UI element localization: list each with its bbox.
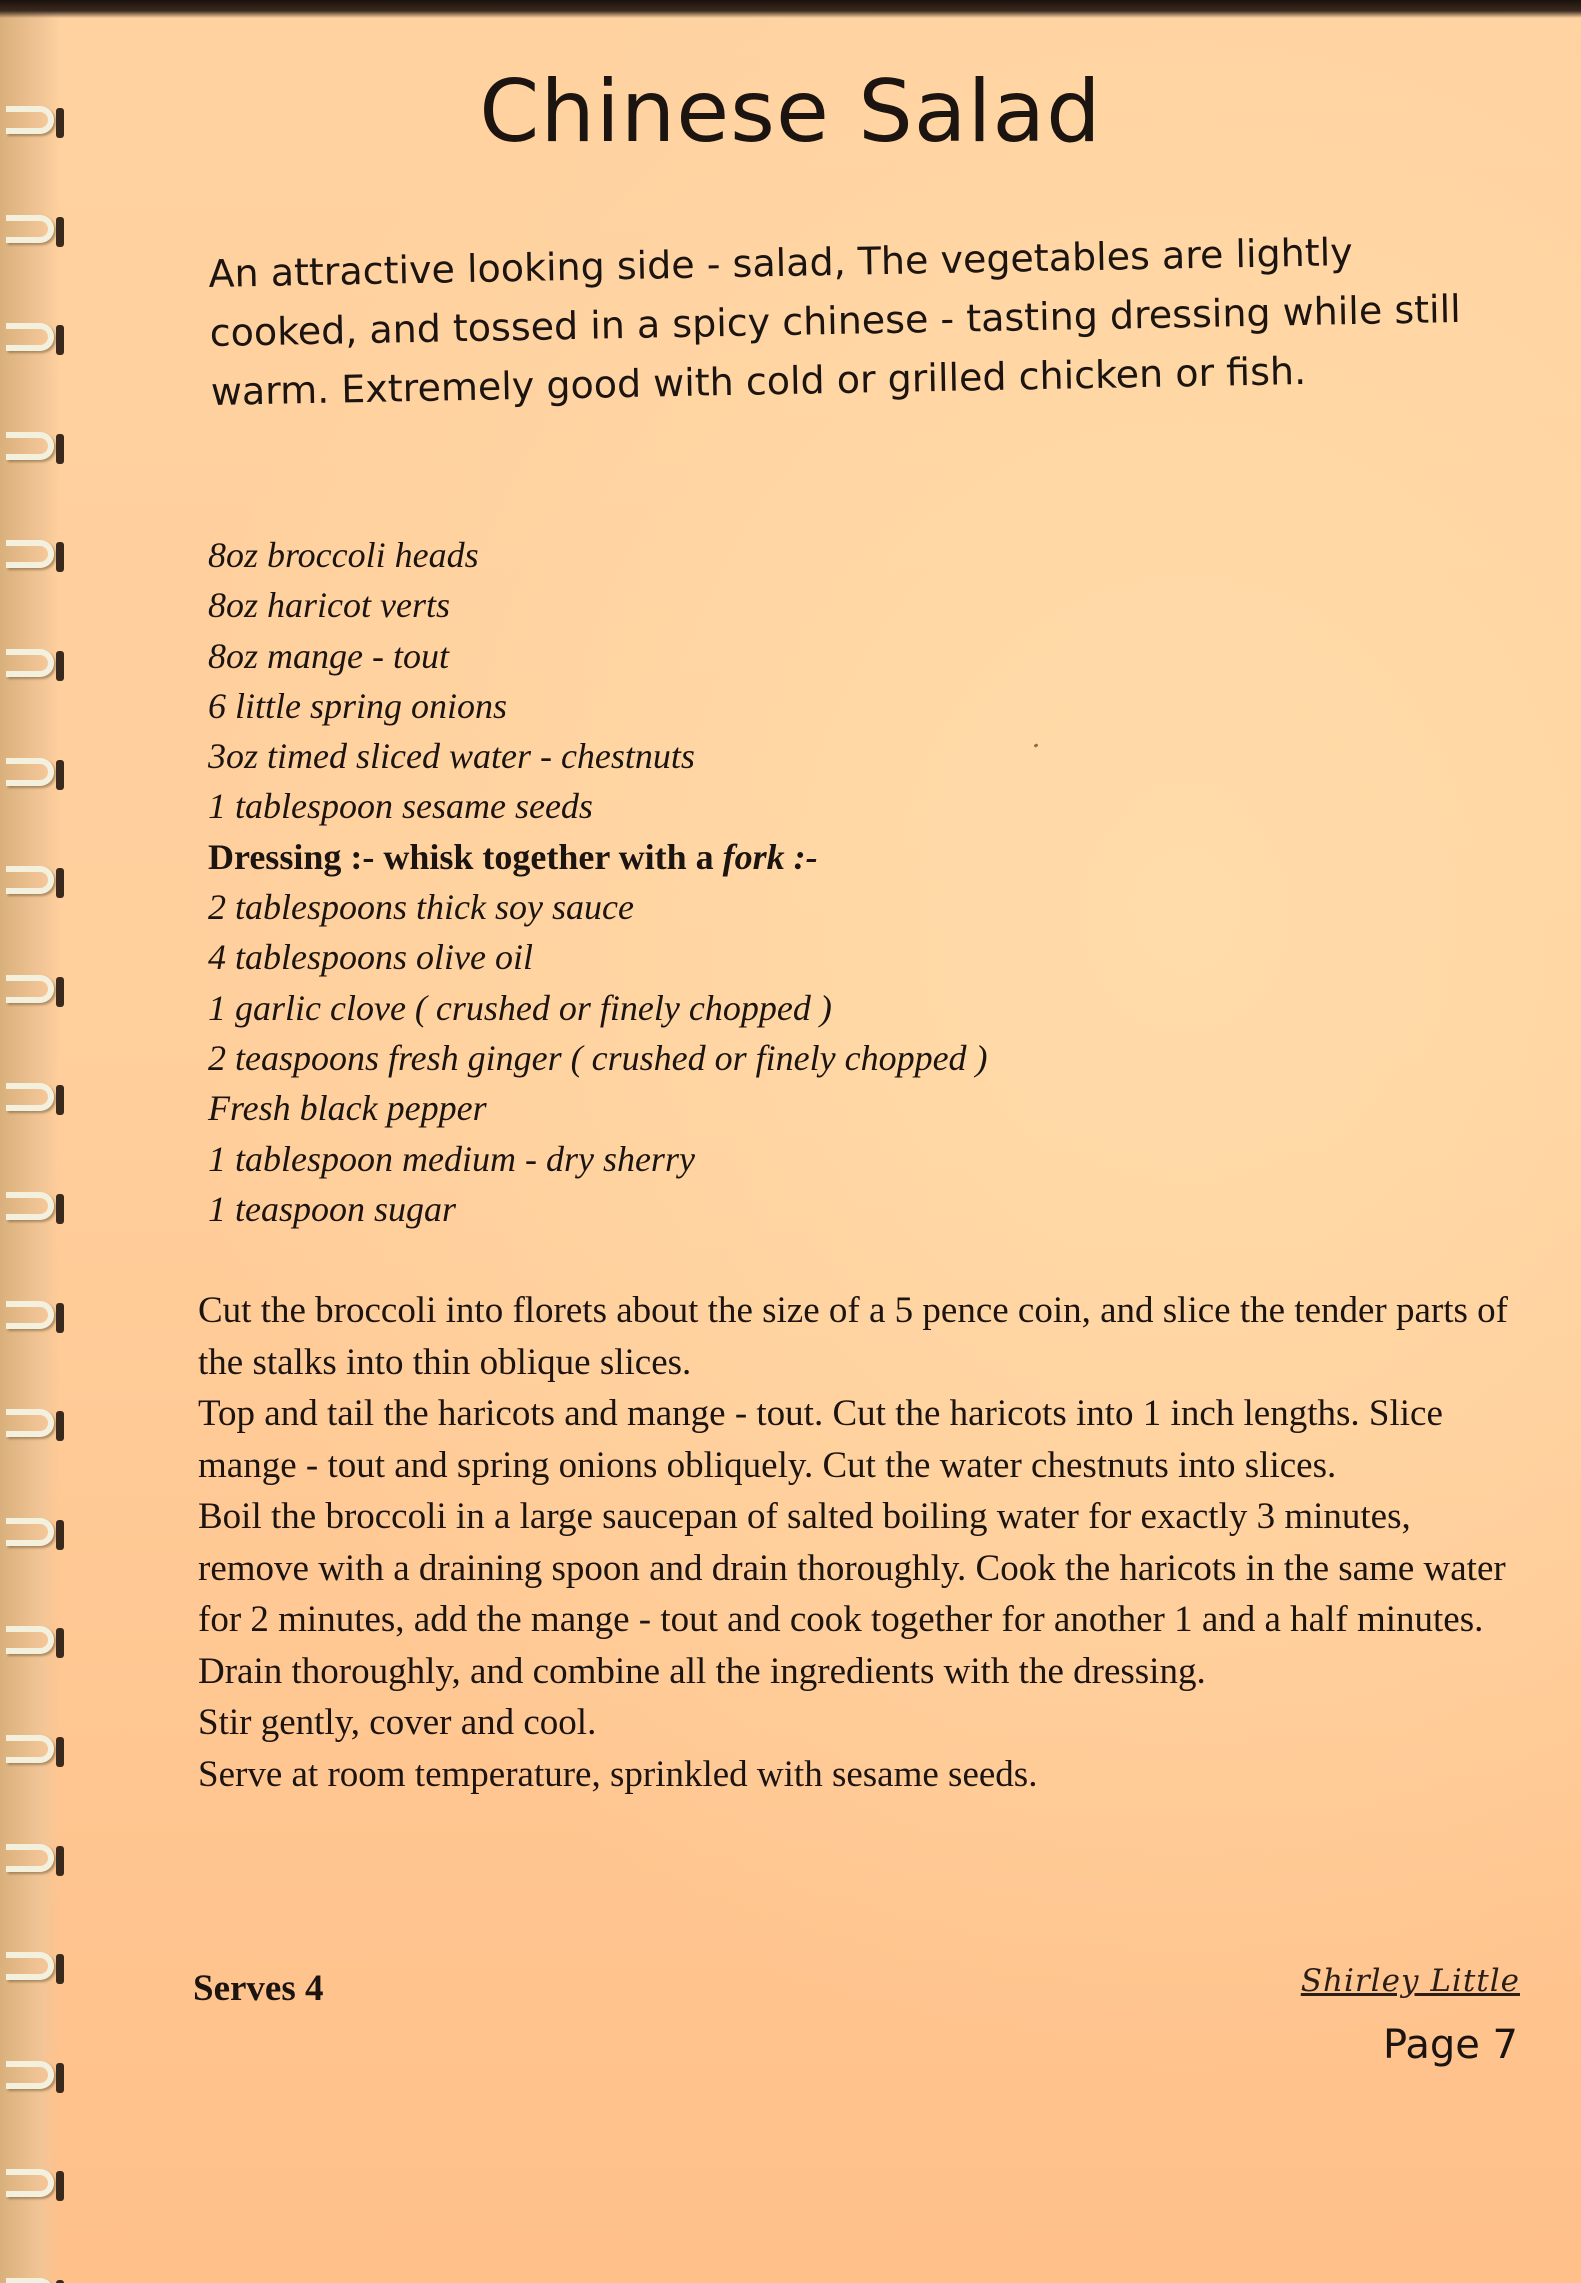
binding-hole <box>56 868 64 898</box>
page-number: Page 7 <box>1383 2022 1518 2068</box>
binding-hole <box>56 1303 64 1333</box>
spiral-ring <box>6 1186 62 1230</box>
spiral-ring-loop <box>6 215 54 243</box>
spiral-ring <box>6 1620 62 1664</box>
spiral-ring <box>6 317 62 361</box>
binding-hole <box>56 760 64 790</box>
dressing-ingredient-item: Fresh black pepper <box>208 1088 487 1129</box>
spiral-ring-loop <box>6 1844 54 1872</box>
binding-hole <box>56 434 64 464</box>
spiral-ring <box>6 1295 62 1339</box>
spiral-ring <box>6 1512 62 1556</box>
dressing-ingredient-item: 1 garlic clove ( crushed or finely chopped ) <box>208 987 832 1028</box>
binding-hole <box>56 1954 64 1984</box>
spiral-ring <box>6 534 62 578</box>
binding-hole <box>56 325 64 355</box>
method-step: Stir gently, cover and cool. <box>198 1702 597 1743</box>
dressing-ingredient-item: 1 teaspoon sugar <box>208 1188 457 1229</box>
spiral-ring-loop <box>6 1626 54 1654</box>
ingredients-list <box>208 530 1458 1234</box>
method-section <box>198 1285 1518 1800</box>
spiral-ring-loop <box>6 1952 54 1980</box>
spiral-ring-loop <box>6 2061 54 2089</box>
spiral-ring <box>6 643 62 687</box>
author-signature: Shirley Little <box>1300 1963 1520 1999</box>
spiral-ring-loop <box>6 1735 54 1763</box>
ingredient-item: 1 tablespoon sesame seeds <box>208 786 593 827</box>
spiral-ring <box>6 2055 62 2099</box>
binding-hole <box>56 1520 64 1550</box>
spiral-ring-loop <box>6 1083 54 1111</box>
serves-label: Serves 4 <box>193 1968 324 2009</box>
spiral-ring <box>6 1838 62 1882</box>
spiral-ring <box>6 1729 62 1773</box>
ingredient-item: 8oz haricot verts <box>208 585 450 626</box>
spiral-ring-loop <box>6 2278 54 2283</box>
spiral-ring-loop <box>6 975 54 1003</box>
method-step: Top and tail the haricots and mange - tout. Cut the haricots into 1 inch lengths. Slice mange - tout and spring onions obliquely. Cut the water chestnuts into slices. <box>198 1393 1443 1486</box>
spiral-ring <box>6 426 62 470</box>
spiral-ring <box>6 860 62 904</box>
spiral-ring <box>6 1946 62 1990</box>
spiral-ring <box>6 209 62 253</box>
spiral-ring <box>6 2163 62 2207</box>
binding-hole <box>56 977 64 1007</box>
ingredient-item: 6 little spring onions <box>208 685 508 726</box>
dressing-ingredient-item: 2 tablespoons thick soy sauce <box>208 887 634 928</box>
method-step: Boil the broccoli in a large saucepan of salted boiling water for exactly 3 minutes, remove with a draining spoon and drain thoroughly. Cook the haricots in the same water for 2 minutes, add the mange - tout and cook together for another 1 and a half minutes. <box>198 1496 1506 1640</box>
method-step: Cut the broccoli into florets about the size of a 5 pence coin, and slice the tender parts of the stalks into thin oblique slices. <box>198 1290 1508 1383</box>
binding-hole <box>56 1194 64 1224</box>
top-edge-shadow <box>0 0 1581 18</box>
spiral-ring-loop <box>6 758 54 786</box>
spiral-ring-loop <box>6 540 54 568</box>
dressing-heading-text: Dressing :- whisk together with a <box>208 836 723 877</box>
spiral-ring-loop <box>6 2169 54 2197</box>
binding-hole <box>56 1846 64 1876</box>
spiral-ring-loop <box>6 649 54 677</box>
ingredient-item: 8oz mange - tout <box>208 635 449 676</box>
ingredient-item: 8oz broccoli heads <box>208 535 479 575</box>
spiral-ring-loop <box>6 866 54 894</box>
spiral-ring-loop <box>6 432 54 460</box>
spiral-ring-loop <box>6 323 54 351</box>
spiral-ring <box>6 2272 62 2283</box>
binding-hole <box>56 217 64 247</box>
ingredient-item: 3oz timed sliced water - chestnuts <box>208 736 695 777</box>
spiral-ring <box>6 752 62 796</box>
spiral-ring-loop <box>6 1518 54 1546</box>
dressing-heading-emphasis: fork :- <box>722 836 818 877</box>
binding-hole <box>56 2063 64 2093</box>
dressing-ingredient-item: 1 tablespoon medium - dry sherry <box>208 1138 695 1179</box>
spiral-binding <box>0 0 80 2283</box>
dressing-ingredient-item: 2 teaspoons fresh ginger ( crushed or finely chopped ) <box>208 1037 988 1078</box>
method-step: Drain thoroughly, and combine all the ingredients with the dressing. <box>198 1650 1206 1692</box>
binding-hole <box>56 1628 64 1658</box>
spiral-ring <box>6 969 62 1013</box>
recipe-intro: An attractive looking side - salad, The vegetables are lightly cooked, and tossed in a spicy chinese - tasting dressing while still warm. Extremely good with cold or grilled chicken or fish. <box>208 230 1462 414</box>
recipe-title: Chinese Salad <box>479 62 1102 162</box>
binding-hole <box>56 542 64 572</box>
method-step: Serve at room temperature, sprinkled with sesame seeds. <box>198 1753 1038 1795</box>
binding-hole <box>56 1085 64 1115</box>
binding-hole <box>56 1737 64 1767</box>
spiral-ring-loop <box>6 1409 54 1437</box>
dressing-heading <box>208 832 1458 882</box>
spiral-ring-loop <box>6 1192 54 1220</box>
spiral-ring <box>6 1077 62 1121</box>
binding-hole <box>56 1411 64 1441</box>
spiral-ring-loop <box>6 1301 54 1329</box>
binding-hole <box>56 2171 64 2201</box>
dressing-ingredient-item: 4 tablespoons olive oil <box>208 937 533 978</box>
spiral-ring <box>6 1403 62 1447</box>
binding-hole <box>56 651 64 681</box>
